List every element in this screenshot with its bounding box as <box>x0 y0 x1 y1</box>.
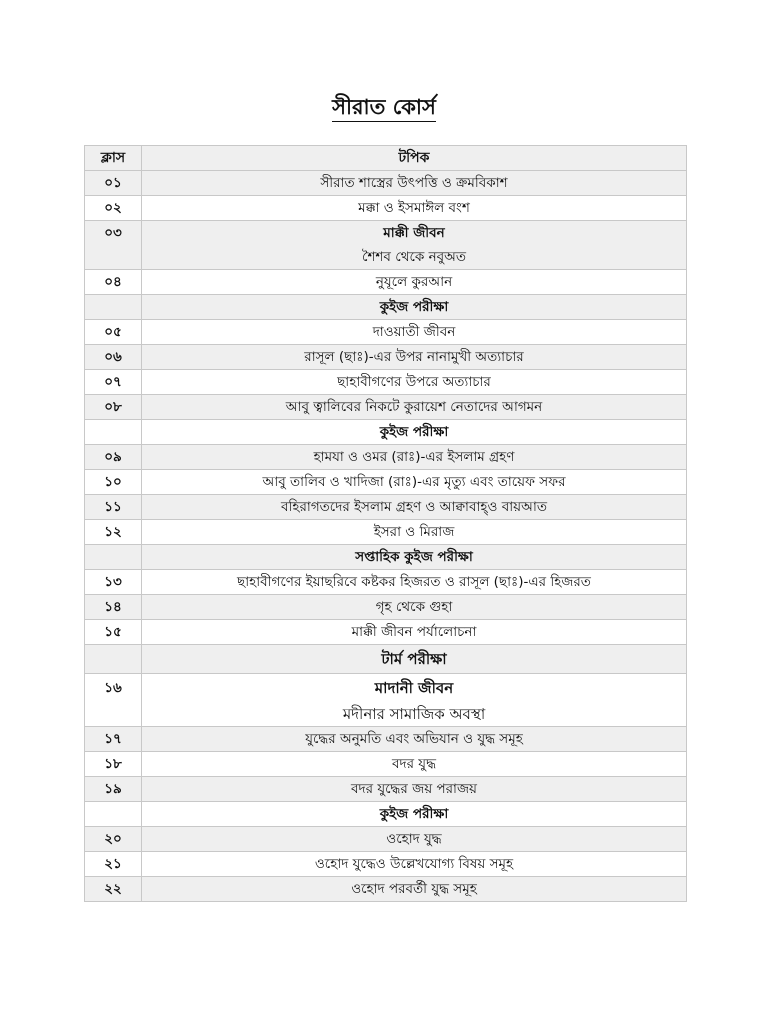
exam-cell <box>142 645 687 674</box>
table-row <box>85 570 687 595</box>
topic-text: ইসরা ও মিরাজ <box>373 524 455 540</box>
table-row <box>85 752 687 777</box>
topic-cell <box>142 270 687 295</box>
topic-cell <box>142 395 687 420</box>
topic-text: ওহোদ যুদ্ধ <box>386 831 442 847</box>
table-row <box>85 620 687 645</box>
class-number: ০৪ <box>85 270 142 295</box>
topic-text: গৃহ থেকে গুহা <box>375 599 453 615</box>
table-row <box>85 545 687 570</box>
class-number: ০১ <box>85 171 142 196</box>
class-number: ১০ <box>85 470 142 495</box>
table-row <box>85 645 687 674</box>
table-row <box>85 802 687 827</box>
topic-text: মক্কা ও ইসমাঈল বংশ <box>358 200 470 216</box>
table-row <box>85 827 687 852</box>
table-row <box>85 445 687 470</box>
topic-cell <box>142 221 687 270</box>
class-number <box>85 295 142 320</box>
topic-cell <box>142 171 687 196</box>
class-number: ১১ <box>85 495 142 520</box>
topic-text: আবু ত্বালিবের নিকটে কুরায়েশ নেতাদের আগমন <box>285 399 543 415</box>
topic-cell <box>142 320 687 345</box>
page-title-text: সীরাত কোর্স <box>332 95 436 122</box>
table-row <box>85 395 687 420</box>
section-heading: মাক্কী জীবন <box>383 225 445 241</box>
class-number: ২২ <box>85 877 142 902</box>
topic-text: ওহোদ পরবর্তী যুদ্ধ সমূহ <box>351 881 477 897</box>
exam-cell <box>142 802 687 827</box>
topic-text: মদীনার সামাজিক অবস্থা <box>342 705 486 723</box>
class-number: ০৭ <box>85 370 142 395</box>
topic-cell <box>142 595 687 620</box>
topic-cell <box>142 570 687 595</box>
table-row <box>85 345 687 370</box>
table-row <box>85 674 687 727</box>
table-row <box>85 320 687 345</box>
exam-label: সপ্তাহিক কুইজ পরীক্ষা <box>355 549 473 565</box>
column-header-topic: টপিক <box>142 146 687 171</box>
table-row <box>85 877 687 902</box>
class-number: ০৬ <box>85 345 142 370</box>
topic-text: দাওয়াতী জীবন <box>372 324 456 340</box>
table-row <box>85 196 687 221</box>
class-number: ১৮ <box>85 752 142 777</box>
page-title <box>0 91 768 126</box>
topic-cell <box>142 196 687 221</box>
topic-text: বহিরাগতদের ইসলাম গ্রহণ ও আক্বাবাহ্‌ও বায়আত <box>281 499 547 515</box>
exam-cell <box>142 545 687 570</box>
table-row <box>85 221 687 270</box>
topic-cell <box>142 674 687 727</box>
class-number <box>85 420 142 445</box>
table-row <box>85 370 687 395</box>
topic-cell <box>142 370 687 395</box>
topic-cell <box>142 827 687 852</box>
topic-text: মাক্কী জীবন পর্যালোচনা <box>351 624 477 640</box>
topic-cell <box>142 520 687 545</box>
class-number: ০৩ <box>85 221 142 270</box>
topic-cell <box>142 620 687 645</box>
course-table <box>84 145 687 902</box>
class-number: ১৭ <box>85 727 142 752</box>
topic-cell <box>142 445 687 470</box>
exam-cell <box>142 295 687 320</box>
topic-cell <box>142 470 687 495</box>
exam-label: কুইজ পরীক্ষা <box>379 299 449 315</box>
topic-cell <box>142 777 687 802</box>
class-number <box>85 645 142 674</box>
table-row <box>85 420 687 445</box>
exam-label: কুইজ পরীক্ষা <box>379 806 449 822</box>
class-number: ২০ <box>85 827 142 852</box>
topic-cell <box>142 495 687 520</box>
table-row <box>85 727 687 752</box>
class-number <box>85 802 142 827</box>
class-number: ০২ <box>85 196 142 221</box>
topic-cell <box>142 877 687 902</box>
table-row <box>85 777 687 802</box>
table-row <box>85 495 687 520</box>
topic-text: যুদ্ধের অনুমতি এবং অভিযান ও যুদ্ধ সমূহ <box>305 731 523 747</box>
topic-cell <box>142 345 687 370</box>
table-row <box>85 852 687 877</box>
class-number: ০৯ <box>85 445 142 470</box>
exam-label: টার্ম পরীক্ষা <box>381 650 447 668</box>
class-number: ১৯ <box>85 777 142 802</box>
class-number <box>85 545 142 570</box>
table-row <box>85 520 687 545</box>
topic-text: ছাহাবীগণের ইয়াছরিবে কষ্টকর হিজরত ও রাসূল (ছাঃ)-এর হিজরত <box>237 574 591 590</box>
table-header-row <box>85 146 687 171</box>
topic-text: শৈশব থেকে নবুঅত <box>361 249 466 265</box>
topic-cell <box>142 852 687 877</box>
topic-text: আবু তালিব ও খাদিজা (রাঃ)-এর মৃত্যু এবং তায়েফ সফর <box>262 474 566 490</box>
topic-cell <box>142 727 687 752</box>
table-row <box>85 295 687 320</box>
column-header-class: ক্লাস <box>85 146 142 171</box>
class-number: ১৪ <box>85 595 142 620</box>
exam-cell <box>142 420 687 445</box>
topic-text: নুযূলে কুরআন <box>375 274 453 290</box>
exam-label: কুইজ পরীক্ষা <box>379 424 449 440</box>
table-row <box>85 171 687 196</box>
topic-text: রাসূল (ছাঃ)-এর উপর নানামুখী অত্যাচার <box>304 349 524 365</box>
class-number: ১৩ <box>85 570 142 595</box>
class-number: ১৫ <box>85 620 142 645</box>
topic-text: বদর যুদ্ধ <box>391 756 436 772</box>
table-row <box>85 470 687 495</box>
table-row <box>85 595 687 620</box>
topic-text: ছাহাবীগণের উপরে অত্যাচার <box>337 374 491 390</box>
topic-text: ওহোদ যুদ্ধেও উল্লেখযোগ্য বিষয় সমূহ <box>314 856 514 872</box>
section-heading: মাদানী জীবন <box>374 679 454 697</box>
class-number: ১৬ <box>85 674 142 727</box>
table-row <box>85 270 687 295</box>
class-number: ০৮ <box>85 395 142 420</box>
class-number: ০৫ <box>85 320 142 345</box>
topic-text: হামযা ও ওমর (রাঃ)-এর ইসলাম গ্রহণ <box>313 449 515 465</box>
topic-text: সীরাত শাস্ত্রের উৎপত্তি ও ক্রমবিকাশ <box>320 175 508 191</box>
class-number: ১২ <box>85 520 142 545</box>
topic-cell <box>142 752 687 777</box>
topic-text: বদর যুদ্ধের জয় পরাজয় <box>351 781 477 797</box>
class-number: ২১ <box>85 852 142 877</box>
